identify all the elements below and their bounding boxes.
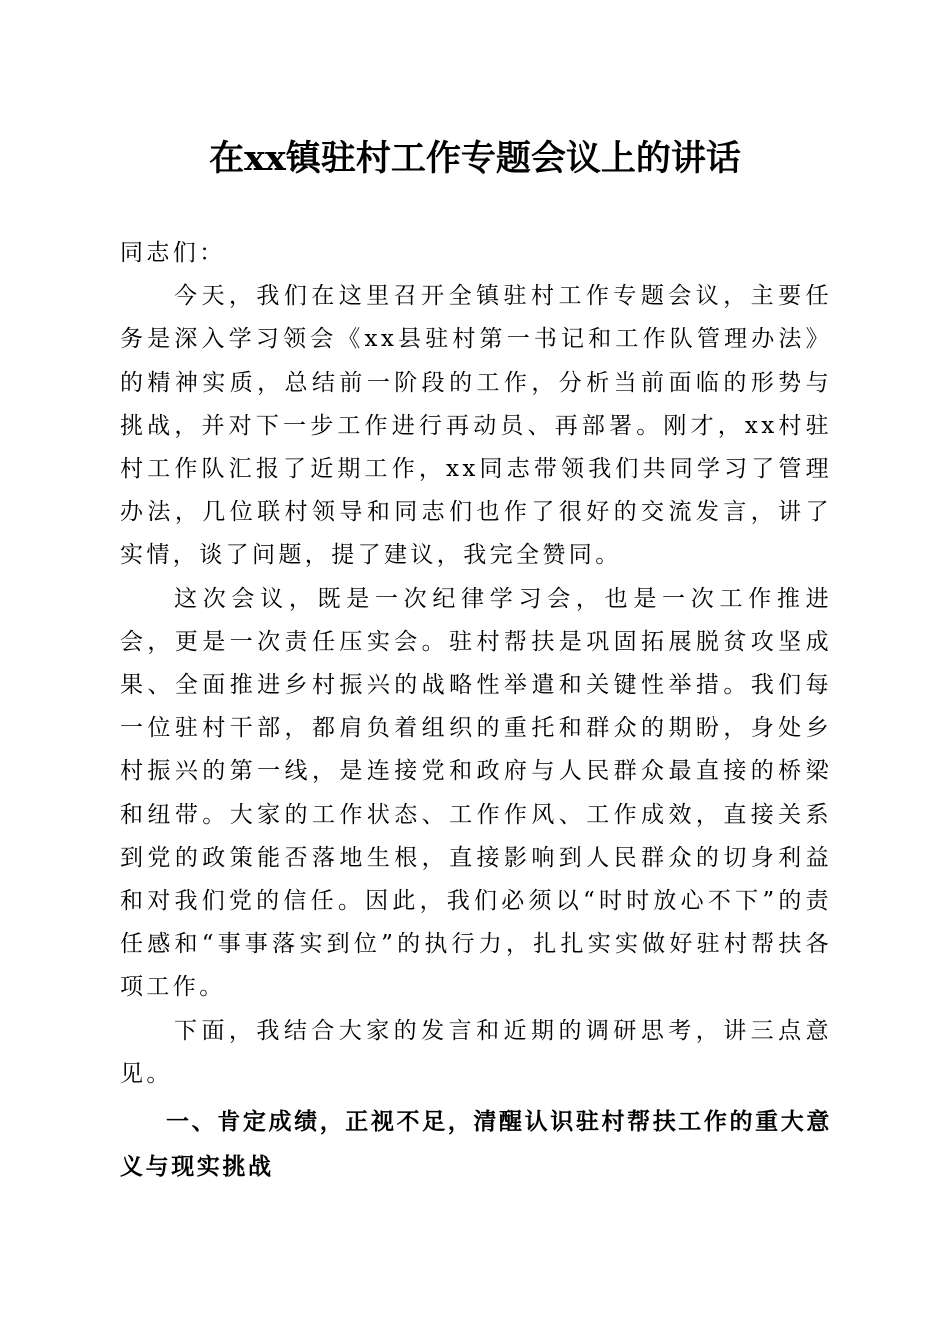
salutation: 同志们： bbox=[120, 240, 226, 266]
paragraph-opening: 今天，我们在这里召开全镇驻村工作专题会议，主要任务是深入学习领会《xx县驻村第一书记和工作队管理办法》的精神实质，总结前一阶段的工作，分析当前面临的形势与挑战，并对下一步工作进行再动员、再部署。刚才，xx村驻村工作队汇报了近期工作，xx同志带领我们共同学习了管理办法，几位联村领导和同志们也作了很好的交流发言，讲了实情，谈了问题，提了建议，我完全赞同。 bbox=[120, 283, 832, 569]
section-heading-1: 一、肯定成绩，正视不足，清醒认识驻村帮扶工作的重大意义与现实挑战 bbox=[120, 1109, 832, 1181]
paragraph-three-points: 下面，我结合大家的发言和近期的调研思考，讲三点意见。 bbox=[120, 1017, 832, 1087]
document-body bbox=[120, 232, 832, 1190]
document-title: 在xx镇驻村工作专题会议上的讲话 bbox=[209, 138, 741, 179]
paragraph-meeting-significance: 这次会议，既是一次纪律学习会，也是一次工作推进会，更是一次责任压实会。驻村帮扶是巩固拓展脱贫攻坚成果、全面推进乡村振兴的战略性举遣和关键性举措。我们每一位驻村干部，都肩负着组织的重托和群众的期盼，身处乡村振兴的第一线，是连接党和政府与人民群众最直接的桥梁和纽带。大家的工作状态、工作作风、工作成效，直接关系到党的政策能否落地生根，直接影响到人民群众的切身利益和对我们党的信任。因此，我们必须以“时时放心不下”的责任感和“事事落实到位”的执行力，扎扎实实做好驻村帮扶各项工作。 bbox=[120, 585, 832, 1001]
